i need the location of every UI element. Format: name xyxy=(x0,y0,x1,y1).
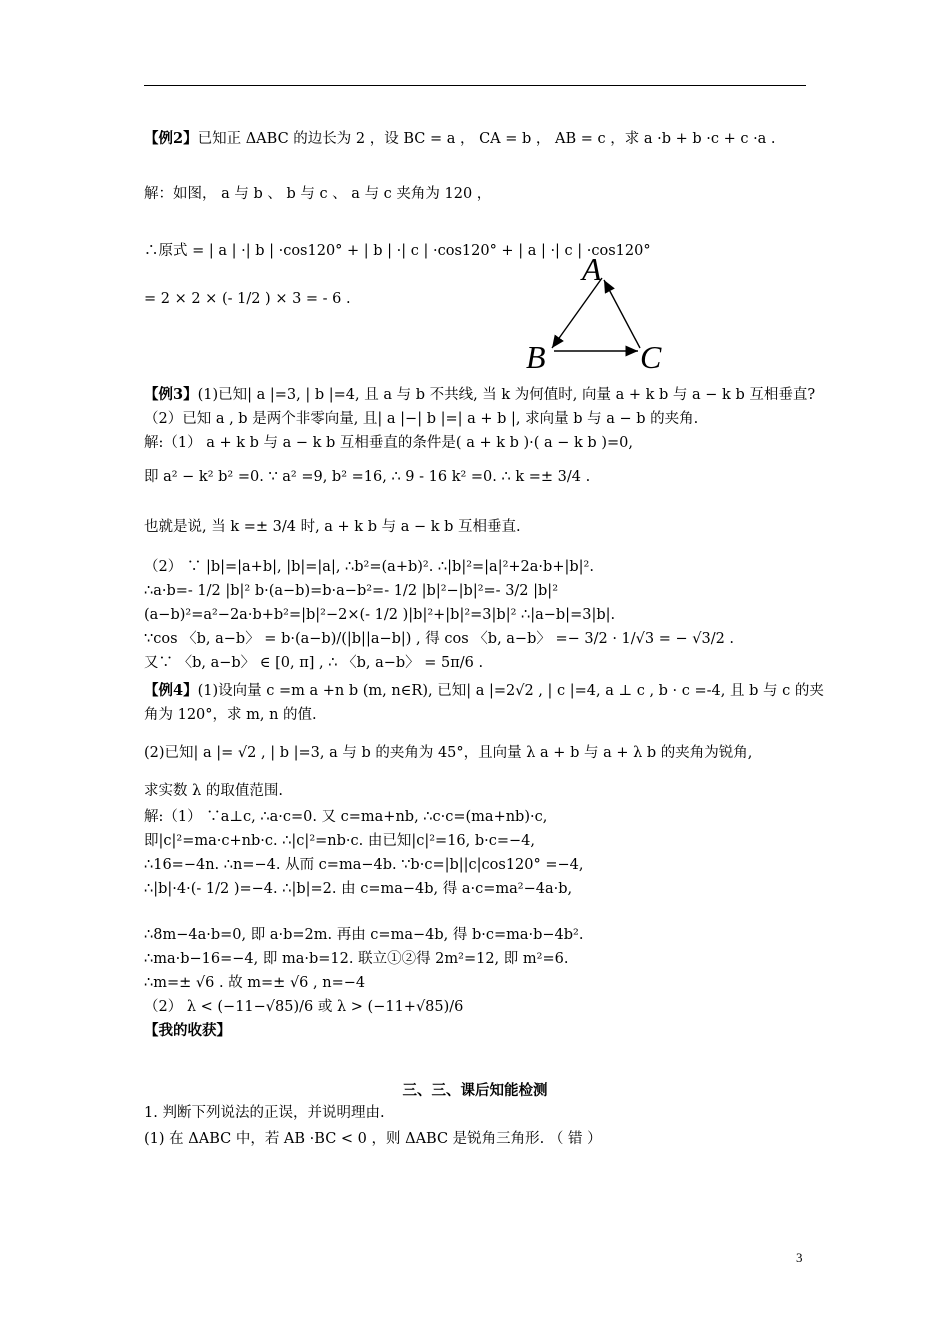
edge-ab xyxy=(552,278,602,348)
line-text: (2)已知| a |= √2 , | b |=3, a 与 b 的夹角为 45°，且向量 λ a + b 与 a + λ b 的夹角为锐角, xyxy=(144,745,753,761)
text-line-ex3_s5 xyxy=(144,580,824,602)
line-text: ∴ma·b−16=−4, 即 ma·b=12. 联立①②得 2m²=12, 即 m²=6. xyxy=(144,951,569,967)
line-text: (a−b)²=a²−2a·b+b²=|b|²−2×(- 1/2 )|b|²+|b|²=3|b|² ∴|a−b|=3|b|. xyxy=(144,607,616,623)
line-text: 即|c|²=ma·c+nb·c. ∴|c|²=nb·c. 由已知|c|²=16, b·c=−4, xyxy=(144,833,536,849)
line-text: (1) 在 ΔABC 中，若 AB ·BC < 0 ，则 ΔABC 是锐角三角形. （ 错 ） xyxy=(144,1131,602,1147)
line-text: (1)已知| a |=3, | b |=4, 且 a 与 b 不共线, 当 k 为何值时, 向量 a + k b 与 a − k b 互相垂直? xyxy=(197,387,816,403)
section-heading: 【例4】 xyxy=(144,682,198,699)
line-text: ∴8m−4a·b=0, 即 a·b=2m. 再由 c=ma−4b, 得 b·c=ma·b−4b². xyxy=(144,927,584,943)
line-text: 1. 判断下列说法的正误，并说明理由. xyxy=(144,1105,385,1121)
text-line-sec3 xyxy=(0,1080,950,1102)
header-rule xyxy=(144,85,806,86)
vertex-label-b: B xyxy=(526,339,546,375)
text-line-ex3_s8 xyxy=(144,652,824,674)
text-line-ex3_s1 xyxy=(144,432,824,454)
text-line-ex4_q1 xyxy=(144,680,824,702)
line-text: ∴m=± √6 . 故 m=± √6 , n=−4 xyxy=(144,975,366,991)
edge-ca xyxy=(604,280,640,348)
text-line-ex4_s3 xyxy=(144,854,824,876)
text-line-ex4_s1 xyxy=(144,806,824,828)
text-line-ex3_q1 xyxy=(144,384,824,406)
section-heading: 【我的收获】 xyxy=(144,1022,231,1039)
text-line-ex3_q2 xyxy=(144,408,824,430)
text-line-ex4_s5 xyxy=(144,924,824,946)
text-line-ex2_q xyxy=(144,128,824,150)
line-text: = 2 × 2 × (- 1/2 ) × 3 = - 6 . xyxy=(144,291,351,307)
text-line-q1_1 xyxy=(144,1128,824,1150)
line-text: 解:（1） a + k b 与 a − k b 互相垂直的条件是( a + k b )·( a − k b )=0, xyxy=(144,435,633,451)
line-text: 即 a² − k² b² =0. ∵ a² =9, b² =16, ∴ 9 - 16 k² =0. ∴ k =± 3/4 . xyxy=(144,469,591,485)
line-text: (1)设向量 c =m a +n b (m, n∈R), 已知| a |=2√2 , | c |=4, a ⊥ c , b · c =-4, 且 b 与 c 的夹 xyxy=(197,683,824,699)
page-number: 3 xyxy=(796,1250,803,1265)
line-text: （2） ∵ |b|=|a+b|, |b|=|a|, ∴b²=(a+b)². ∴|b|²=|a|²+2a·b+|b|². xyxy=(144,559,594,575)
line-text: 角为 120°，求 m, n 的值. xyxy=(144,707,317,723)
text-line-ex4_s8 xyxy=(144,996,824,1018)
text-line-ex4_q2b xyxy=(144,780,824,802)
line-text: 又∵ 〈b, a−b〉 ∈ [0, π] , ∴ 〈b, a−b〉 = 5π/6 . xyxy=(144,655,484,671)
vertex-label-a: A xyxy=(582,251,602,287)
text-line-ex4_s6 xyxy=(144,948,824,970)
text-line-ex2_sol2 xyxy=(144,240,824,262)
text-line-ex3_s6 xyxy=(144,604,824,626)
triangle-figure xyxy=(520,250,680,380)
text-line-ex3_s3 xyxy=(144,516,824,538)
section-heading: 三、三、课后知能检测 xyxy=(402,1082,548,1099)
text-line-ex4_s4 xyxy=(144,878,824,900)
text-line-harvest xyxy=(144,1020,824,1042)
section-heading: 【例3】 xyxy=(144,386,198,403)
line-text: （2）已知 a , b 是两个非零向量, 且| a |−| b |=| a + b |, 求向量 b 与 a − b 的夹角. xyxy=(144,411,699,427)
line-text: ∴|b|·4·(- 1/2 )=−4. ∴|b|=2. 由 c=ma−4b, 得 a·c=ma²−4a·b, xyxy=(144,881,573,897)
text-line-ex4_s2 xyxy=(144,830,824,852)
line-text: 也就是说, 当 k =± 3/4 时, a + k b 与 a − k b 互相垂直. xyxy=(144,519,521,535)
line-text: ∴a·b=- 1/2 |b|² b·(a−b)=b·a−b²=- 1/2 |b|²−|b|²=- 3/2 |b|² xyxy=(144,583,559,599)
line-text: ∴16=−4n. ∴n=−4. 从而 c=ma−4b. ∵b·c=|b||c|cos120° =−4, xyxy=(144,857,584,873)
vertex-label-c: C xyxy=(640,339,662,375)
line-text: 已知正 ΔABC 的边长为 2 ，设 BC = a ， CA = b ， AB = c ，求 a ·b + b ·c + c ·a . xyxy=(197,131,776,147)
line-text: ∴原式 = | a | ·| b | ·cos120° + | b | ·| c | ·cos120° + | a | ·| c | ·cos120° xyxy=(144,243,651,259)
text-line-ex4_s7 xyxy=(144,972,824,994)
line-text: ∵cos 〈b, a−b〉 = b·(a−b)/(|b||a−b|) , 得 cos 〈b, a−b〉 =− 3/2 · 1/√3 = − √3/2 . xyxy=(144,631,735,647)
line-text: 解:（1） ∵a⊥c, ∴a·c=0. 又 c=ma+nb, ∴c·c=(ma+nb)·c, xyxy=(144,809,548,825)
line-text: （2） λ < (−11−√85)/6 或 λ > (−11+√85)/6 xyxy=(144,999,464,1015)
line-text: 求实数 λ 的取值范围. xyxy=(144,783,284,799)
text-line-ex2_sol3 xyxy=(144,288,824,310)
text-line-ex4_q2 xyxy=(144,742,824,764)
line-text: 解：如图， a 与 b 、 b 与 c 、 a 与 c 夹角为 120 ， xyxy=(144,186,492,202)
text-line-ex2_sol1 xyxy=(144,183,824,205)
text-line-ex4_q1b xyxy=(144,704,824,726)
section-heading: 【例2】 xyxy=(144,130,198,147)
text-line-ex3_s7 xyxy=(144,628,824,650)
text-line-ex3_s4 xyxy=(144,556,824,578)
text-line-ex3_s2 xyxy=(144,466,824,488)
text-line-q1 xyxy=(144,1102,824,1124)
